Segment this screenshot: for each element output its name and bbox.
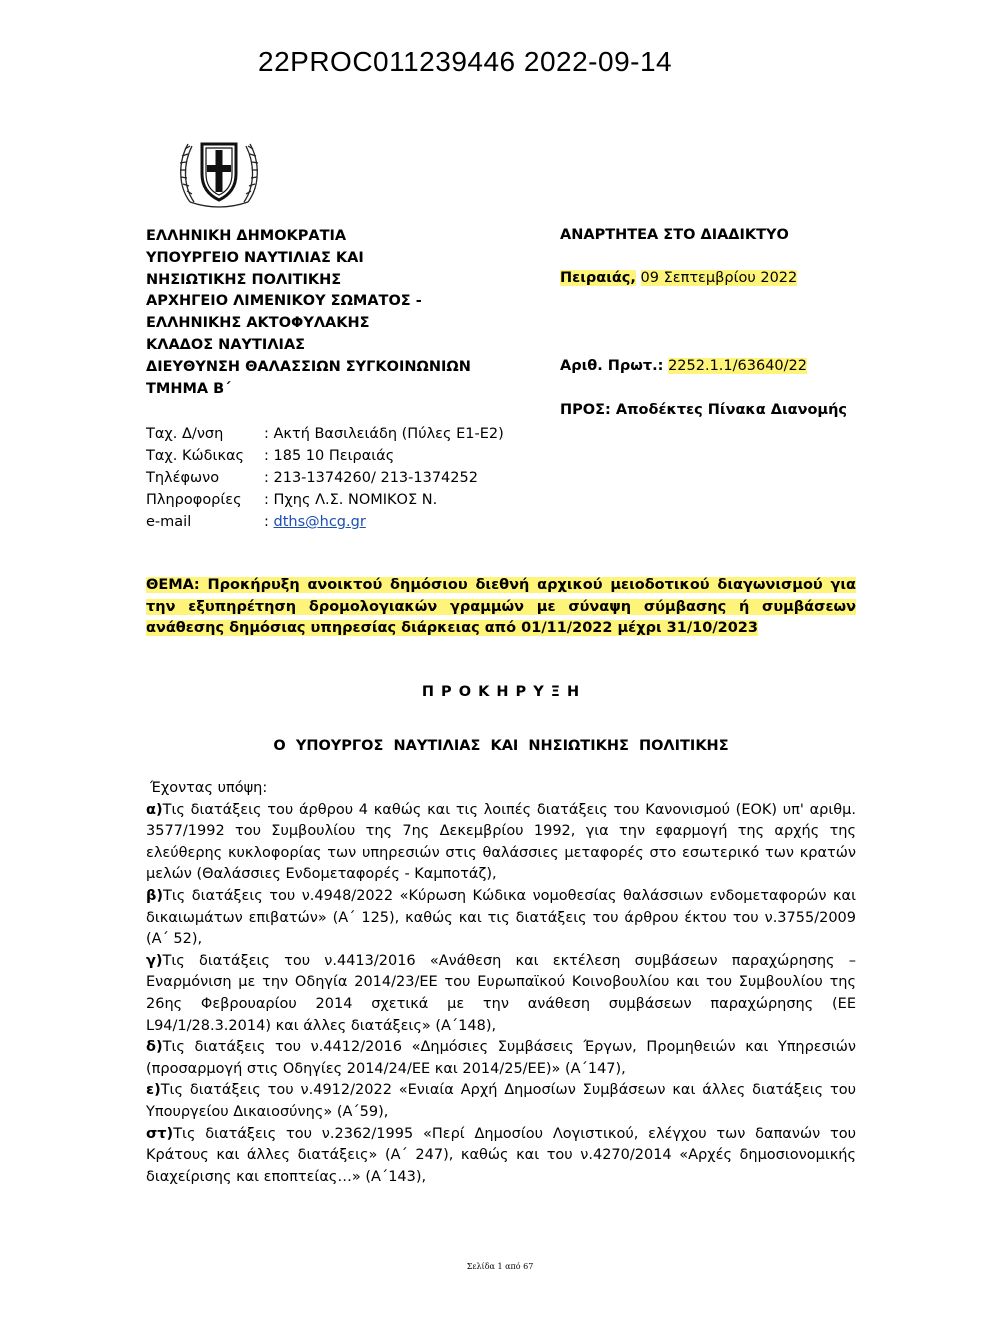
- clause-text: Τις διατάξεις του άρθρου 4 καθώς και τις λοιπές διατάξεις του Κανονισμού (ΕΟΚ) υπ' αριθμ. 3577/1992 του Συμβουλίου της 7ης Δεκεμβρίου 1992, για την εφαρμογή της αρχής της ελεύθερης κυκλοφορίας των υπηρεσιών στις θαλάσσιες μεταφορές στο εσωτερικό των κρατών μελών (Θαλάσσιες Ενδομεταφορές - Καμποτάζ),: [146, 801, 856, 883]
- clause-text: Τις διατάξεις του ν.4412/2016 «Δημόσιες Συμβάσεις Έργων, Προμηθειών και Υπηρεσιών (προσαρμογή στις Οδηγίες 2014/24/ΕΕ και 2014/25/ΕΕ)» (Α΄147),: [146, 1039, 856, 1077]
- clause-c: [146, 951, 856, 1037]
- contact-block: [146, 423, 504, 533]
- sender-line: ΔΙΕΥΘΥΝΣΗ ΘΑΛΑΣΣΙΩΝ ΣΥΓΚΟΙΝΩΝΙΩΝ: [146, 358, 471, 375]
- contact-label: Πληροφορίες: [146, 492, 242, 508]
- sender-line: ΝΗΣΙΩΤΙΚΗΣ ΠΟΛΙΤΙΚΗΣ: [146, 271, 342, 288]
- contact-label: Τηλέφωνο: [146, 470, 220, 486]
- subject: [146, 575, 856, 640]
- subject-text: ΘΕΜΑ: Προκήρυξη ανοικτού δημόσιου διεθνή αρχικού μειοδοτικού διαγωνισμού για την εξυπηρέτηση δρομολογιακών γραμμών με σύναψη σύμβασης ή συμβάσεων ανάθεσης δημόσιας υπηρεσίας διάρκειας από 01/11/2022 μέχρι 31/10/2023: [146, 577, 856, 636]
- contact-value-prefix: :: [264, 514, 274, 530]
- contact-row-phone: [146, 467, 504, 489]
- clause-f: [146, 1124, 856, 1189]
- clause-mark: γ): [146, 952, 163, 969]
- place: Πειραιάς,: [560, 270, 636, 286]
- clause-b: [146, 886, 856, 951]
- protocol-number: 2252.1.1/63640/22: [668, 358, 807, 374]
- sender-line: ΕΛΛΗΝΙΚΗΣ ΑΚΤΟΦΥΛΑΚΗΣ: [146, 315, 370, 332]
- contact-row-email: [146, 511, 504, 533]
- sender-line: ΕΛΛΗΝΙΚΗ ΔΗΜΟΚΡΑΤΙΑ: [146, 228, 347, 244]
- clause-mark: α): [146, 801, 163, 818]
- contact-value: : Πχης Λ.Σ. ΝΟΜΙΚΟΣ Ν.: [264, 492, 438, 508]
- document-reference: 22PROC011239446 2022-09-14: [258, 46, 673, 77]
- clause-mark: β): [146, 887, 164, 904]
- date: 09 Σεπτεμβρίου 2022: [640, 270, 798, 286]
- considerations: [146, 778, 856, 1188]
- clause-e: [146, 1080, 856, 1123]
- clause-text: Τις διατάξεις του ν.2362/1995 «Περί Δημοσίου Λογιστικού, ελέγχου των δαπανών του Κράτους και άλλες διατάξεις» (Α΄ 247), καθώς και του ν.4270/2014 «Αρχές δημοσιονομικής διαχείρισης και εποπτείας…» (Α΄143),: [146, 1125, 856, 1185]
- email-link[interactable]: dths@hcg.gr: [273, 514, 366, 530]
- page-footer: Σελίδα 1 από 67: [466, 1262, 534, 1271]
- clause-d: [146, 1037, 856, 1080]
- protocol-number-line: [560, 358, 807, 374]
- contact-label: e-mail: [146, 514, 192, 530]
- place-date: [560, 270, 797, 286]
- post-notice: ΑΝΑΡΤΗΤΕΑ ΣΤΟ ΔΙΑΔΙΚΤΥΟ: [560, 227, 789, 243]
- contact-row-info: [146, 489, 504, 511]
- intro-text: Έχοντας υπόψη:: [150, 780, 268, 796]
- contact-row-address: [146, 423, 504, 445]
- contact-value: : 185 10 Πειραιάς: [264, 448, 395, 464]
- clause-a: [146, 800, 856, 886]
- sender-line: ΑΡΧΗΓΕΙΟ ΛΙΜΕΝΙΚΟΥ ΣΩΜΑΤΟΣ -: [146, 293, 422, 310]
- recipients: ΠΡΟΣ: Αποδέκτες Πίνακα Διανομής: [560, 402, 847, 418]
- sender-line: ΤΜΗΜΑ Β΄: [146, 380, 231, 397]
- greek-coat-of-arms-icon: [176, 128, 262, 210]
- clause-text: Τις διατάξεις του ν.4912/2022 «Ενιαία Αρχή Δημοσίων Συμβάσεων και άλλες διατάξεις του Υπουργείου Δικαιοσύνης» (Α΄59),: [146, 1082, 856, 1120]
- contact-value: : 213-1374260/ 213-1374252: [264, 470, 478, 486]
- clause-text: Τις διατάξεις του ν.4948/2022 «Κύρωση Κώδικα νομοθεσίας θαλάσσιων ενδομεταφορών και δικαιωμάτων επιβατών» (Α΄ 125), καθώς και τις διατάξεις του άρθρου έκτου του ν.3755/2009 (Α΄ 52),: [146, 887, 856, 948]
- clause-mark: ε): [146, 1082, 161, 1099]
- contact-value: : Ακτή Βασιλειάδη (Πύλες Ε1-Ε2): [264, 426, 504, 442]
- contact-label: Ταχ. Κώδικας: [146, 448, 245, 464]
- sender-block: [146, 226, 471, 400]
- contact-label: Ταχ. Δ/νση: [146, 426, 224, 442]
- sender-line: ΚΛΑΔΟΣ ΝΑΥΤΙΛΙΑΣ: [146, 336, 306, 353]
- minister-heading: Ο ΥΠΟΥΡΓΟΣ ΝΑΥΤΙΛΙΑΣ ΚΑΙ ΝΗΣΙΩΤΙΚΗΣ ΠΟΛΙΤΙΚΗΣ: [273, 738, 729, 754]
- clause-mark: στ): [146, 1125, 174, 1142]
- sender-line: ΥΠΟΥΡΓΕΙΟ ΝΑΥΤΙΛΙΑΣ ΚΑΙ: [146, 249, 364, 266]
- page-title: Π Ρ Ο Κ Η Ρ Υ Ξ Η: [421, 684, 581, 700]
- clause-mark: δ): [146, 1039, 163, 1056]
- clause-text: Τις διατάξεις του ν.4413/2016 «Ανάθεση και εκτέλεση συμβάσεων παραχώρησης – Εναρμόνιση με την Οδηγία 2014/23/ΕΕ του Ευρωπαϊκού Κοινοβουλίου και του Συμβουλίου της 26ης Φεβρουαρίου 2014 σχετικά με την ανάθεση συμβάσεων παραχώρησης (ΕΕ L94/1/28.3.2014) και άλλες διατάξεις» (Α΄148),: [146, 952, 856, 1034]
- protocol-label: Αριθ. Πρωτ.:: [560, 358, 664, 374]
- contact-row-postcode: [146, 445, 504, 467]
